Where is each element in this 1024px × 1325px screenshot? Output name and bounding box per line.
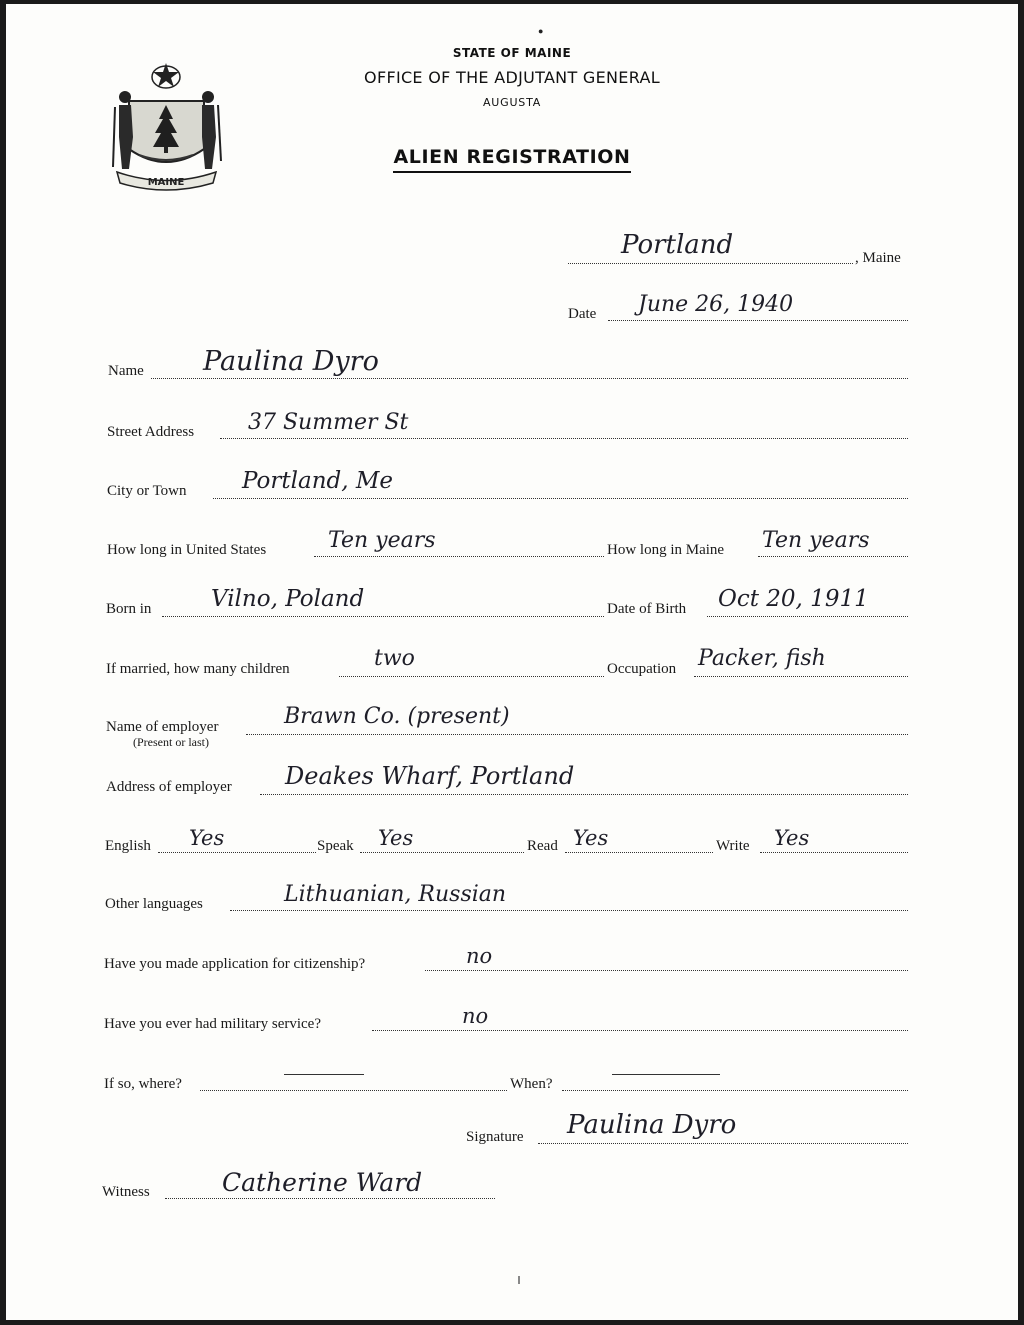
- witness-label: Witness: [102, 1184, 150, 1200]
- maine-value: Ten years: [762, 528, 870, 553]
- when-dash: [612, 1074, 720, 1075]
- header-state: STATE OF MAINE: [452, 46, 572, 60]
- military-value: no: [462, 1004, 489, 1028]
- langs-value: Lithuanian, Russian: [284, 882, 507, 907]
- form-title-text: ALIEN REGISTRATION: [393, 146, 630, 173]
- form-sheet: [6, 4, 1018, 1320]
- citizenship-value: no: [466, 944, 493, 968]
- signature-label: Signature: [466, 1129, 524, 1145]
- children-value: two: [374, 646, 415, 671]
- town-line: [568, 263, 853, 264]
- street-value: 37 Summer St: [248, 410, 409, 435]
- date-value: June 26, 1940: [638, 292, 794, 317]
- occupation-value: Packer, fish: [698, 646, 826, 671]
- us-line: [314, 556, 604, 557]
- name-label: Name: [108, 363, 144, 379]
- header-office: OFFICE OF THE ADJUTANT GENERAL: [364, 68, 660, 87]
- where-dash: [284, 1074, 364, 1075]
- employer-sublabel: (Present or last): [133, 735, 209, 749]
- svg-text:MAINE: MAINE: [147, 177, 185, 188]
- witness-value: Catherine Ward: [222, 1168, 423, 1197]
- employer-addr-line: [260, 794, 908, 795]
- occupation-label: Occupation: [607, 661, 677, 677]
- write-line: [760, 852, 908, 853]
- city-value: Portland, Me: [242, 468, 394, 494]
- born-label: Born in: [106, 601, 152, 617]
- speak-label: Speak: [317, 838, 354, 854]
- when-line: [562, 1090, 908, 1091]
- military-line: [372, 1030, 908, 1031]
- employer-line: [246, 734, 908, 735]
- date-label: Date: [568, 306, 597, 322]
- born-line: [162, 616, 604, 617]
- witness-line: [165, 1198, 495, 1199]
- city-line: [213, 498, 908, 499]
- langs-line: [230, 910, 908, 911]
- signature-line: [538, 1143, 908, 1144]
- employer-addr-label: Address of employer: [106, 779, 232, 795]
- employer-addr-value: Deakes Wharf, Portland: [285, 762, 575, 790]
- name-value: Paulina Dyro: [203, 346, 379, 377]
- employer-label: Name of employer: [106, 719, 219, 735]
- town-value: Portland: [621, 230, 734, 260]
- town-suffix: , Maine: [855, 250, 901, 266]
- occupation-line: [694, 676, 908, 677]
- dob-value: Oct 20, 1911: [718, 586, 869, 612]
- speak-line: [360, 852, 524, 853]
- street-label: Street Address: [107, 424, 195, 440]
- name-line: [151, 378, 908, 379]
- military-label: Have you ever had military service?: [104, 1016, 321, 1032]
- maine-label: How long in Maine: [607, 542, 725, 558]
- born-value: Vilno, Poland: [211, 586, 365, 612]
- where-line: [200, 1090, 507, 1091]
- read-label: Read: [527, 838, 558, 854]
- maine-line: [758, 556, 908, 557]
- signature-value: Paulina Dyro: [567, 1110, 737, 1140]
- english-label: English: [105, 838, 151, 854]
- street-line: [220, 438, 908, 439]
- children-line: [339, 676, 604, 677]
- city-label: City or Town: [107, 483, 187, 499]
- speak-value: Yes: [378, 826, 414, 850]
- date-line: [608, 320, 908, 321]
- citizenship-label: Have you made application for citizenship?: [104, 956, 366, 972]
- top-mark: ●: [538, 26, 544, 36]
- english-line: [158, 852, 316, 853]
- write-value: Yes: [774, 826, 810, 850]
- form-title: [6, 146, 1018, 168]
- us-label: How long in United States: [107, 542, 267, 558]
- us-value: Ten years: [328, 528, 436, 553]
- read-line: [565, 852, 713, 853]
- write-label: Write: [716, 838, 750, 854]
- header-city: AUGUSTA: [482, 96, 542, 109]
- langs-label: Other languages: [105, 896, 203, 912]
- scan-mark: [518, 1276, 520, 1284]
- read-value: Yes: [573, 826, 609, 850]
- employer-value: Brawn Co. (present): [284, 704, 510, 729]
- citizenship-line: [425, 970, 908, 971]
- dob-label: Date of Birth: [607, 601, 687, 617]
- dob-line: [707, 616, 908, 617]
- children-label: If married, how many children: [106, 661, 290, 677]
- english-value: Yes: [189, 826, 225, 850]
- when-label: When?: [510, 1076, 553, 1092]
- where-label: If so, where?: [104, 1076, 182, 1092]
